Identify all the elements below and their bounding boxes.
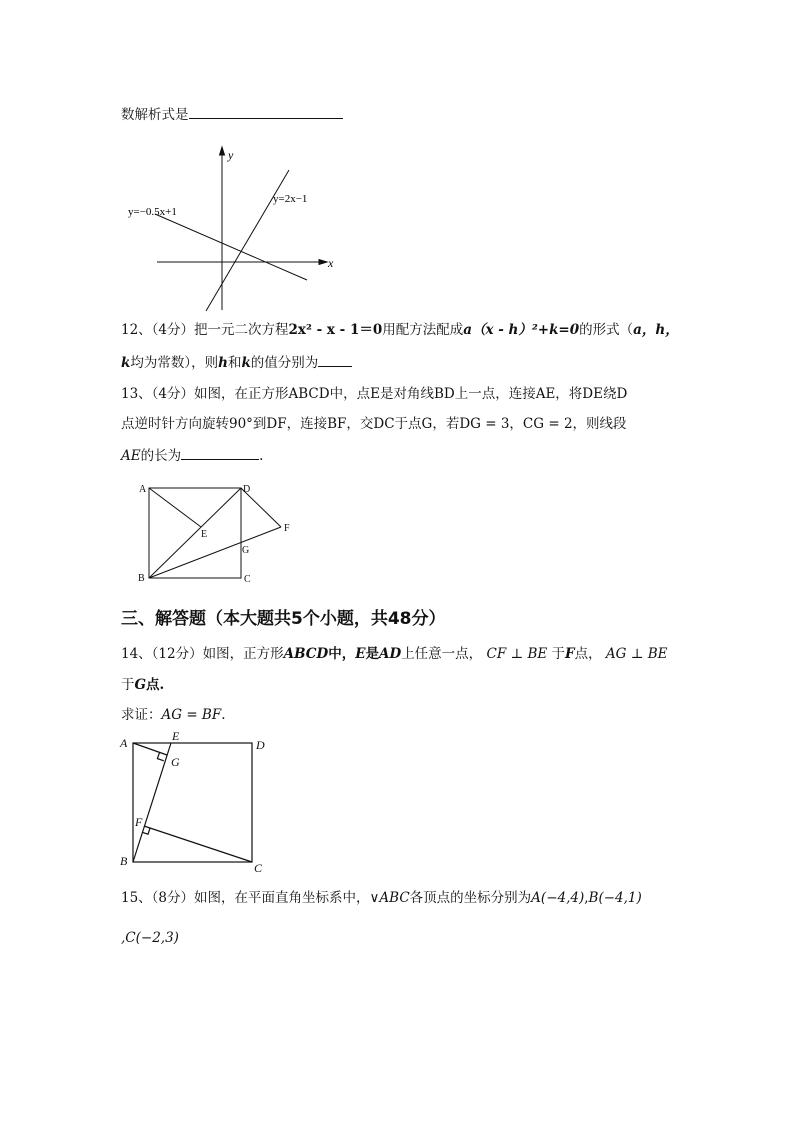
q12-k2: k (241, 355, 251, 371)
fig3-label-g: G (171, 755, 180, 769)
q12-form: a（x - h）²+k=0 (463, 322, 580, 338)
q14-ad: AD (379, 646, 402, 662)
fig2-segment-ae (149, 488, 201, 527)
q13-line-3 (121, 445, 263, 466)
q15-mid: 各顶点的坐标分别为 (409, 890, 532, 906)
q13-end: . (259, 448, 264, 464)
q12-line-1 (121, 320, 679, 340)
fig3-segment-cf (144, 826, 252, 862)
fig2-label-b: B (138, 573, 145, 584)
q15-pre: 15、（8分）如图，在平面直角坐标系中， (121, 890, 370, 906)
q13-line-1: 13、（4分）如图，在正方形ABCD中，点E是对角线BD上一点，连接AE，将DE绕D (121, 386, 628, 402)
q12-line-2 (121, 352, 352, 373)
q14-e: E (355, 646, 366, 662)
q12-tail: 的形式（ (579, 322, 634, 338)
fig2-label-a: A (139, 484, 147, 495)
q12-equation: 2x² - x - 1＝0 (288, 322, 383, 338)
q14-pre: 14、（12分）如图，正方形 (121, 646, 284, 662)
q14-f: F (565, 646, 575, 662)
q13-mid: 的长为 (140, 448, 182, 464)
fig3-label-a: A (120, 736, 128, 750)
fig3-label-e: E (172, 729, 180, 743)
q14-cf-be: CF ⊥ BE (486, 646, 548, 662)
fig2-segment-bf (149, 527, 281, 578)
q15-comma: , (584, 890, 589, 906)
q12-params: a，h， (633, 322, 679, 338)
fig1-x-label: x (328, 256, 334, 270)
q15-triangle: ∨ABC (369, 890, 410, 906)
q11-answer-blank[interactable] (189, 104, 343, 119)
fig2-label-f: F (284, 523, 290, 534)
fig2-diagonal-bd (149, 488, 241, 578)
fig3-label-d: D (256, 738, 265, 752)
q12-h: h (218, 355, 228, 371)
fig1-line-2 (206, 170, 289, 311)
q15-coord-a: A(−4,4) (531, 890, 585, 906)
q15-line-1 (121, 888, 642, 908)
fig2-label-d: D (243, 484, 251, 495)
q14-prove-pre: 求证： (121, 707, 162, 723)
q14-abcd: ABCD (283, 646, 329, 662)
q14-mid2: 是 (365, 646, 379, 662)
q14-prove-end: . (221, 707, 226, 723)
q13-ae: AE (121, 448, 141, 464)
fig3-label-b: B (120, 854, 128, 868)
fig1-x-arrow (319, 260, 327, 265)
q12-line2-a: 均为常数），则 (130, 355, 219, 371)
fig3-segment-be (133, 743, 171, 862)
q12-number: 12、（4分）把一元二次方程 (121, 322, 289, 338)
fig2-segment-df (241, 488, 281, 527)
fig2-label-e: E (201, 529, 208, 540)
q14-prove-line (121, 705, 226, 725)
fig3-right-angle-g (157, 753, 163, 761)
fig3-segment-ag (133, 743, 167, 755)
q14-line-1 (121, 644, 668, 664)
q14-line2-pre: 于 (121, 677, 135, 693)
fig3-right-angle-f (142, 828, 150, 834)
q14-ag-be: AG ⊥ BE (605, 646, 668, 662)
fig2-square (149, 488, 241, 578)
q14-mid1: 中， (328, 646, 356, 662)
q14-mid4: 于 (551, 646, 566, 662)
fig1-line2-label: y=2x−1 (273, 193, 308, 205)
fig1-line1-label: y=−0.5x+1 (128, 206, 177, 218)
q14-g: G (134, 677, 147, 693)
q15-coord-b: B(−4,1) (588, 890, 642, 906)
q12-answer-blank[interactable] (318, 352, 352, 367)
section-3-title: 三、解答题（本大题共5个小题，共48分） (121, 609, 446, 629)
fig3-label-c: C (254, 861, 263, 875)
q14-mid5: 点， (574, 646, 602, 662)
fig3-square (133, 743, 252, 862)
q14-mid3: 上任意一点， (401, 646, 483, 662)
q14-prove-eq: AG = BF (161, 707, 222, 723)
q15-coord-c: ,C(−2,3) (121, 930, 179, 946)
q14-line-2 (121, 675, 164, 695)
fig1-y-label: y (228, 148, 234, 162)
q11-tail-text: 数解析式是 (121, 107, 189, 123)
q13-answer-blank[interactable] (181, 445, 259, 460)
fig2-label-c: C (244, 574, 251, 585)
fig1-y-arrow (220, 147, 225, 155)
q12-k: k (121, 355, 131, 371)
q11-tail-line (121, 104, 343, 125)
fig2-label-g: G (242, 545, 250, 556)
q12-mid: 用配方法配成 (382, 322, 464, 338)
q12-line2-tail: 的值分别为 (250, 355, 319, 371)
q14-line2-end: 点. (146, 677, 165, 693)
q13-line-2: 点逆时针方向旋转90°到DF，连接BF，交DC于点G，若DG = 3，CG = 2，则线段 (121, 416, 627, 432)
fig3-label-f: F (135, 815, 143, 829)
q15-line-2 (121, 928, 179, 948)
fig1-line-1 (155, 214, 307, 280)
q12-and: 和 (227, 355, 242, 371)
